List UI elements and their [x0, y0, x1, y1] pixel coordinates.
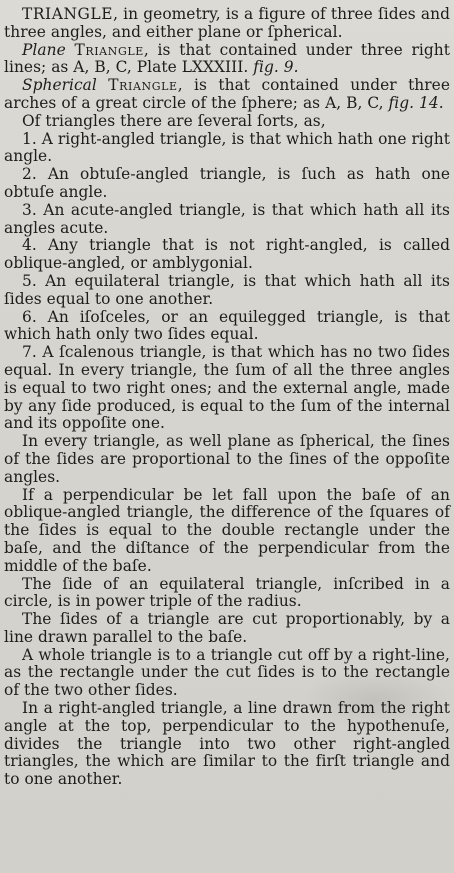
figure-reference: fig. 14. — [388, 93, 444, 112]
paragraph-item-2: 2. An obtuſe-angled triangle, is ſuch as hath one obtuſe angle. — [4, 165, 450, 201]
paragraph-item-4: 4. Any triangle that is not right-angled, is called oblique-angled, or amblygonial. — [4, 236, 450, 273]
headword: Triangle — [74, 40, 144, 59]
paragraph-perpendicular: If a perpendicular be let fall upon the baſe of an oblique-angled triangle, the difference of the ſquares of the ſides is equal to the double rectangle under the baſe, and the diſtance of the perpendicular from the middle of the baſe. — [4, 485, 450, 575]
paragraph-text: , is that contained under three arches of a great circle of the ſphere; as A, B, C, — [4, 76, 450, 112]
article-text — [4, 6, 450, 789]
italic-term: Plane — [22, 40, 66, 59]
paragraph-plane-triangle — [4, 42, 450, 78]
paragraph-whole-triangle: A whole triangle is to a triangle cut off by a right-line, as the rectangle under the cut ſides is to the rectangle of the two other ſides. — [4, 645, 450, 700]
headword: Triangle — [108, 76, 178, 95]
paragraph-triangle-definition — [4, 6, 450, 42]
paragraph-spherical-triangle — [4, 77, 450, 113]
figure-reference: fig. 9. — [253, 58, 299, 77]
paragraph-sines: In every triangle, as well plane as ſpherical, the ſines of the ſides are proportional to the ſines of the oppoſite angles. — [4, 432, 450, 486]
paragraph-inscribed: The ſide of an equilateral triangle, inſcribed in a circle, is in power triple of the radius. — [4, 574, 450, 611]
paragraph-right-angled: In a right-angled triangle, a line drawn from the right angle at the top, perpendicular to the hypothenuſe, divides the triangle into two other right-angled triangles, the which are ſimilar to the firſt triangle and to one another. — [4, 699, 450, 789]
paragraph-item-5: 5. An equilateral triangle, is that which hath all its ſides equal to one another. — [4, 271, 450, 308]
paragraph-text: , is that contained under three right lines; as A, B, C, Plate LXXXIII. — [4, 40, 450, 77]
paragraph-item-7: 7. A ſcalenous triangle, is that which has no two ſides equal. In every triangle, the ſum of all the three angles is equal to two right ones; and the external angle, made by any ſide produced, is equal to the ſum of the internal and its oppoſite one. — [4, 343, 450, 433]
paragraph-item-6: 6. An iſoſceles, or an equilegged triangle, is that which hath only two ſides equal. — [4, 307, 450, 344]
headword: TRIANGLE — [22, 5, 114, 23]
paragraph-item-3: 3. An acute-angled triangle, is that which hath all its angles acute. — [4, 200, 450, 237]
paragraph-item-1: 1. A right-angled triangle, is that which hath one right angle. — [4, 129, 450, 166]
paragraph-sorts-intro: Of triangles there are ſeveral ſorts, as, — [22, 111, 326, 130]
paragraph-proportional-cut: The ſides of a triangle are cut proportionably, by a line drawn parallel to the baſe. — [4, 610, 450, 646]
paragraph-text: , in geometry, is a figure of three ſides and three angles, and either plane or ſpherical. — [4, 5, 450, 41]
italic-term: Spherical — [22, 76, 97, 95]
